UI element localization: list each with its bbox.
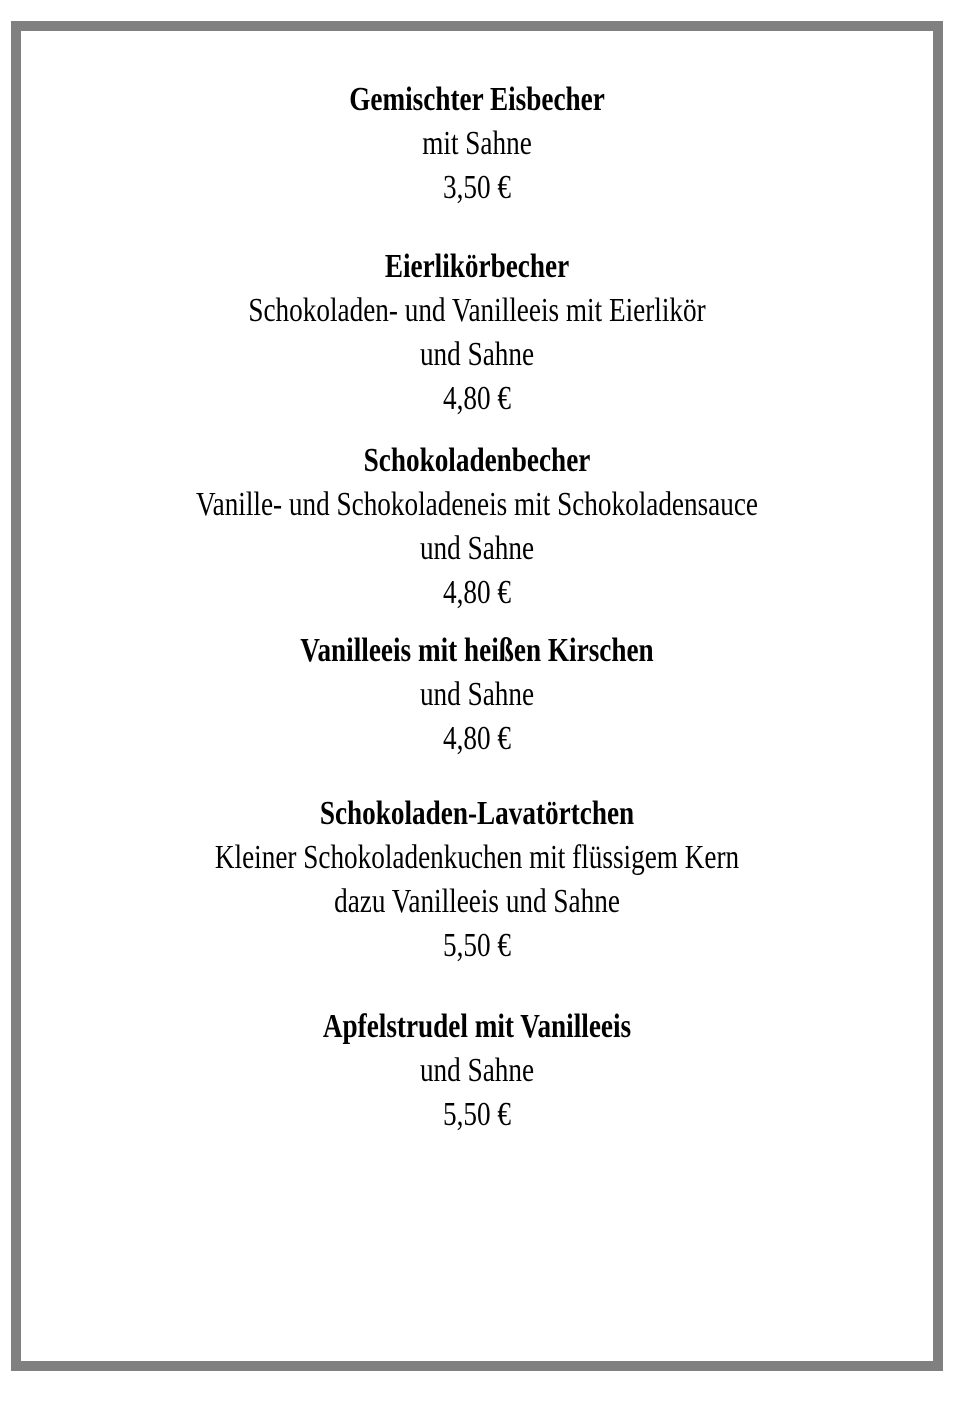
menu-item-apfelstrudel bbox=[112, 1005, 842, 1137]
menu-item-lavatoertchen bbox=[112, 792, 842, 968]
menu-item-title: Eierlikörbecher bbox=[384, 248, 570, 285]
menu-item-title: Schokoladenbecher bbox=[363, 442, 591, 479]
menu-item-price: 4,80 € bbox=[443, 380, 511, 417]
menu-item-line: Schokoladen- und Vanilleeis mit Eierlikör bbox=[248, 292, 706, 329]
menu-item-line: mit Sahne bbox=[422, 125, 532, 162]
menu-item-title: Schokoladen-Lavatörtchen bbox=[319, 795, 635, 832]
menu-item-price: 5,50 € bbox=[443, 927, 511, 964]
menu-content bbox=[112, 31, 842, 1137]
menu-item-title: Apfelstrudel mit Vanilleeis bbox=[322, 1008, 632, 1045]
menu-item-line: dazu Vanilleeis und Sahne bbox=[334, 883, 620, 920]
menu-item-line: und Sahne bbox=[419, 530, 535, 567]
menu-item-line: Kleiner Schokoladenkuchen mit flüssigem Kern bbox=[214, 839, 740, 876]
menu-item-price: 5,50 € bbox=[443, 1096, 511, 1133]
menu-item-line: und Sahne bbox=[419, 1052, 535, 1089]
menu-item-gemischter-eisbecher bbox=[112, 78, 842, 210]
menu-item-title: Gemischter Eisbecher bbox=[349, 81, 605, 118]
menu-item-vanilleeis-kirschen bbox=[112, 629, 842, 761]
menu-item-line: und Sahne bbox=[419, 336, 535, 373]
menu-item-schokoladenbecher bbox=[112, 439, 842, 615]
menu-item-price: 3,50 € bbox=[443, 169, 511, 206]
menu-item-eierlikoerbecher bbox=[112, 245, 842, 421]
menu-item-price: 4,80 € bbox=[443, 574, 511, 611]
menu-item-line: Vanille- und Schokoladeneis mit Schokoladensauce bbox=[195, 486, 758, 523]
menu-item-title: Vanilleeis mit heißen Kirschen bbox=[300, 632, 654, 669]
menu-item-price: 4,80 € bbox=[443, 720, 511, 757]
menu-item-line: und Sahne bbox=[419, 676, 535, 713]
